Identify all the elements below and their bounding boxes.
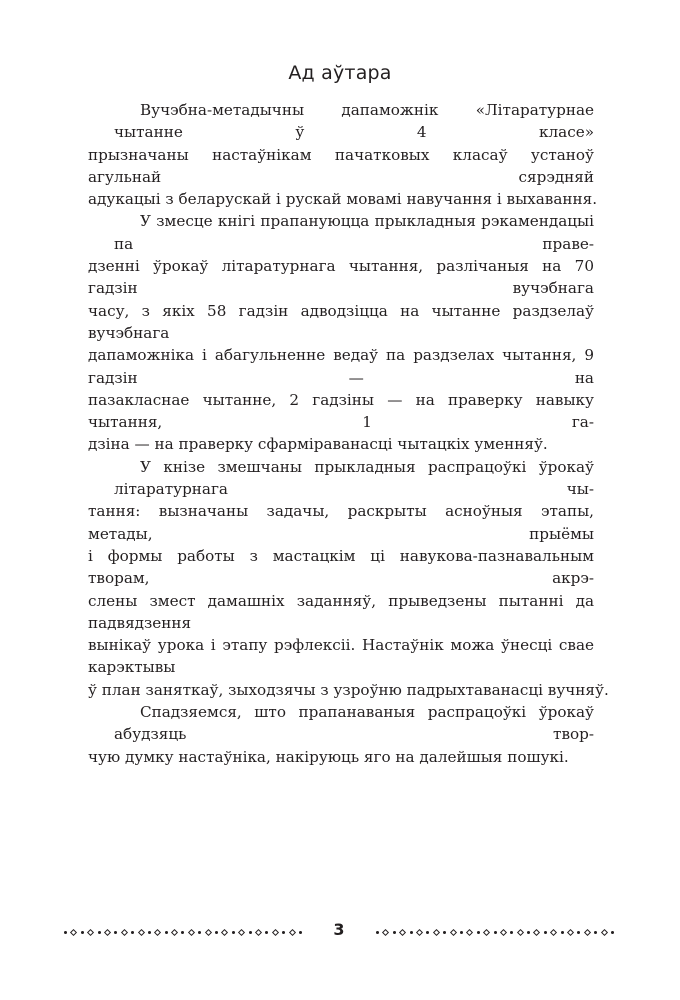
ornament-dot-icon xyxy=(393,931,396,934)
text-line: і формы работы з мастацкім ці навукова-пазнавальным творам, акрэ- xyxy=(88,546,594,588)
page-footer xyxy=(64,922,614,942)
ornament-diamond-icon xyxy=(466,928,473,935)
text-line-segment: дзіна — на праверку сфарміраванасці чытацкіх уменняў. xyxy=(88,435,548,454)
ornament-diamond-icon xyxy=(601,928,608,935)
ornament-dot-icon xyxy=(477,931,480,934)
ornament-diamond-icon xyxy=(500,928,507,935)
paragraph-4 xyxy=(88,701,594,768)
text-line: тання: вызначаны задачы, раскрыты асноўныя этапы, метады, прыёмы xyxy=(88,502,594,543)
ornament-diamond-icon xyxy=(450,928,457,935)
body-text xyxy=(88,99,609,768)
text-line: слены змест дамашніх заданняў, прыведзены пытанні да падвядзення xyxy=(88,591,594,632)
ornament-dot-icon xyxy=(443,931,446,934)
paragraph-2 xyxy=(88,210,594,455)
text-line: дзенні ўрокаў літаратурнага чытання, разлічаныя на 70 гадзін вучэбнага xyxy=(88,257,594,298)
page-number: 3 xyxy=(333,920,345,939)
ornament-dot-icon xyxy=(426,931,429,934)
ornament-dot-icon xyxy=(527,931,530,934)
ornament-diamond-icon xyxy=(399,928,406,935)
ornament-dot-icon xyxy=(376,931,379,934)
paragraph-3 xyxy=(88,456,609,701)
ornament-dot-icon xyxy=(577,931,580,934)
ornament-diamond-icon xyxy=(550,928,557,935)
page-title: Ад аўтара xyxy=(288,62,392,84)
text-line: часу, з якіх 58 гадзін адводзіцца на чытанне раздзелаў вучэбнага xyxy=(88,301,594,342)
ornament-diamond-icon xyxy=(517,928,524,935)
ornament-dot-icon xyxy=(611,931,614,934)
footer-ornament-right xyxy=(376,927,614,937)
ornament-diamond-icon xyxy=(533,928,540,935)
text-line: У змесце кнігі прапануюцца прыкладныя рэкамендацыі па праве- xyxy=(114,212,594,253)
text-line xyxy=(88,389,594,456)
text-line-segment: пазакласнае чытанне, 2 гадзіны — на праверку навыку чытання, 1 га- xyxy=(88,390,594,432)
paragraph-1 xyxy=(88,99,598,210)
ornament-dot-icon xyxy=(561,931,564,934)
text-line: Вучэбна-метадычны дапаможнік «Літаратурнае чытанне ў 4 класе» xyxy=(114,101,594,142)
text-line: У кнізе змешчаны прыкладныя распрацоўкі ўрокаў літаратурнага чы- xyxy=(114,457,594,499)
ornament-diamond-icon xyxy=(382,928,389,935)
text-line: прызначаны настаўнікам пачатковых класаў устаноў агульнай сярэдняй xyxy=(88,145,594,186)
ornament-dot-icon xyxy=(544,931,547,934)
ornament-diamond-icon xyxy=(416,928,423,935)
ornament-diamond-icon xyxy=(483,928,490,935)
ornament-dot-icon xyxy=(510,931,513,934)
ornament-dot-icon xyxy=(460,931,463,934)
ornament-diamond-icon xyxy=(433,928,440,935)
text-line: вынікаў урока і этапу рэфлексіі. Настаўнік можа ўнесці свае карэктывы xyxy=(88,636,594,677)
text-line: чую думку настаўніка, накіруюць яго на далейшыя пошукі. xyxy=(88,747,569,766)
text-line: дапаможніка і абагульненне ведаў па раздзелах чытання, 9 гадзін — на xyxy=(88,346,594,387)
ornament-dot-icon xyxy=(594,931,597,934)
ornament-dot-icon xyxy=(410,931,413,934)
text-line: ў план заняткаў, зыходзячы з узроўню падрыхтаванасці вучняў. xyxy=(88,680,609,699)
ornament-diamond-icon xyxy=(567,928,574,935)
ornament-dot-icon xyxy=(494,931,497,934)
text-line: Спадзяемся, што прапанаваныя распрацоўкі ўрокаў абудзяць твор- xyxy=(114,703,594,744)
ornament-diamond-icon xyxy=(584,928,591,935)
text-line: адукацыі з беларускай і рускай мовамі навучання і выхавання. xyxy=(88,190,598,209)
